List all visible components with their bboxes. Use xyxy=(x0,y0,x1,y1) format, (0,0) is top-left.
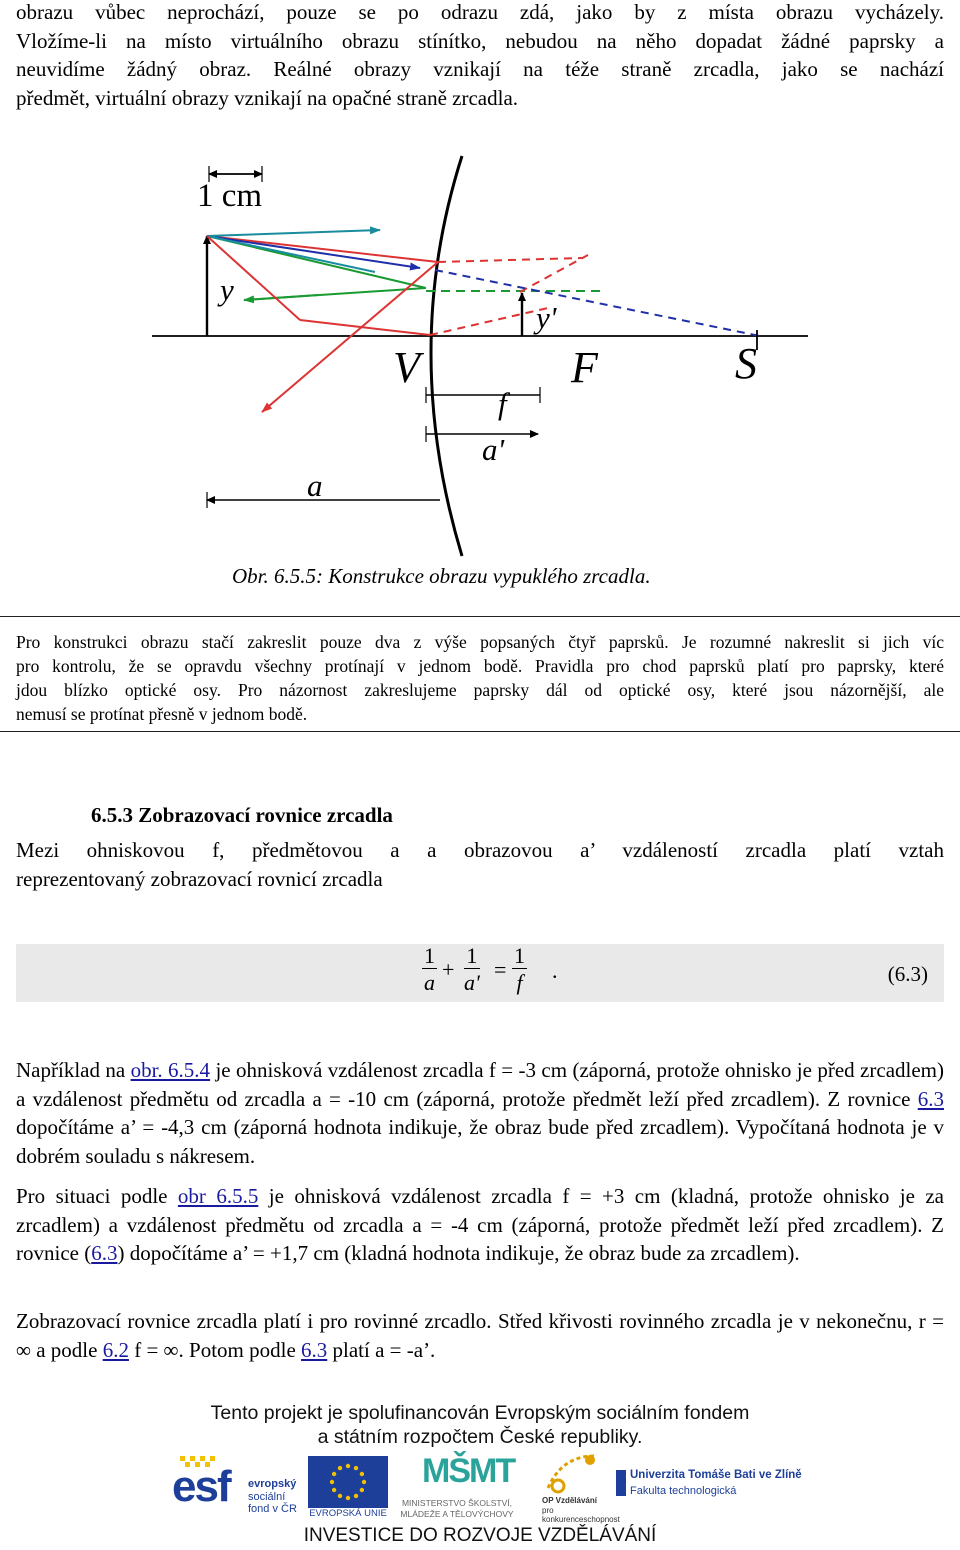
esf-logo xyxy=(172,1454,304,1520)
link-obr-6-5-4[interactable]: obr. 6.5.4 xyxy=(130,1058,211,1082)
ray-red-incident xyxy=(207,236,438,262)
label-vertex-V: V xyxy=(393,343,420,392)
esf-text-1: evropský xyxy=(248,1478,297,1490)
note-box xyxy=(16,630,944,726)
eu-star xyxy=(360,1472,364,1476)
equation-period: . xyxy=(552,958,558,983)
ray-red-v-virtual xyxy=(430,308,548,335)
note-line: pro kontrolu, že se opravdu všechny protínají v jednom bodě. Pravidla pro chod paprsků platí pro paprsky, které xyxy=(16,656,944,676)
eu-star xyxy=(354,1466,358,1470)
eu-star xyxy=(330,1480,334,1484)
op-text-1: OP Vzdělávání xyxy=(542,1496,597,1505)
ray-green-reflected-arrow xyxy=(244,295,318,300)
paragraph-example-1 xyxy=(16,1056,944,1170)
fraction-denominator: a' xyxy=(464,970,480,995)
ray-red-virtual-to-f xyxy=(520,255,588,292)
intro-line: předmět, virtuální obrazy vznikají na opačné straně zrcadla. xyxy=(16,85,519,110)
text-run: Pro situaci podle xyxy=(16,1184,178,1208)
label-a-prime: a' xyxy=(482,432,505,467)
label-a: a xyxy=(307,468,323,503)
text-run: platí a = -a’. xyxy=(327,1337,436,1362)
note-line: Pro konstrukci obrazu stačí zakreslit pouze dva z výše popsaných čtyř paprsků. Je rozumné nakreslit si jich víc xyxy=(16,632,944,652)
text-run: Zobrazovací rovnice zrcadla platí i pro rovinné zrcadlo. Střed křivosti rovinného zrcadla je v nekonečnu, r = ∞ a podle xyxy=(16,1309,944,1362)
equals-sign: = xyxy=(494,957,507,982)
figure-caption: Obr. 6.5.5: Konstrukce obrazu vypuklého zrcadla. xyxy=(232,564,651,588)
eu-star xyxy=(360,1488,364,1492)
section-intro-line: Mezi ohniskovou f, předmětovou a a obrazovou a’ vzdáleností zrcadla platí vztah xyxy=(16,838,944,862)
label-image-y-prime: y' xyxy=(536,300,557,335)
section-intro-line: reprezentovaný zobrazovací rovnicí zrcadla xyxy=(16,866,383,891)
footer-bottom-slogan: INVESTICE DO ROZVOJE VZDĚLÁVÁNÍ xyxy=(303,1525,657,1546)
link-eq-6-2[interactable]: 6.2 xyxy=(102,1337,129,1362)
op-text-2: pro konkurenceschopnost xyxy=(542,1506,620,1524)
fraction-denominator: f xyxy=(516,970,523,995)
divider-top xyxy=(0,616,960,617)
op-logo-icon xyxy=(542,1450,602,1494)
ray-red-virtual-upper xyxy=(438,258,582,262)
utb-logo xyxy=(616,1468,802,1502)
scale-label: 1 cm xyxy=(197,178,263,214)
ray-blue-virtual xyxy=(435,270,760,336)
eu-star xyxy=(338,1466,342,1470)
equation-number: (6.3) xyxy=(887,962,928,986)
note-line: nemusí se protínat přesně v jednom bodě. xyxy=(16,704,308,724)
label-center-S: S xyxy=(735,339,757,388)
plus-sign: + xyxy=(442,957,455,982)
link-eq-6-3[interactable]: 6.3 xyxy=(301,1337,328,1362)
utb-text-1: Univerzita Tomáše Bati ve Zlíně xyxy=(630,1469,802,1481)
fraction-numerator: 1 xyxy=(464,944,480,969)
divider-bottom xyxy=(0,731,960,732)
msmt-text-1: MINISTERSTVO ŠKOLSTVÍ, xyxy=(401,1498,513,1508)
eu-label: EVROPSKÁ UNIE xyxy=(309,1508,387,1519)
ray-blue-incident xyxy=(207,236,420,268)
section-heading: 6.5.3 Zobrazovací rovnice zrcadla xyxy=(91,803,393,827)
utb-emblem-icon xyxy=(616,1470,626,1496)
eu-star xyxy=(332,1488,336,1492)
fraction-1-over-a-prime xyxy=(464,944,480,997)
eu-star xyxy=(362,1480,366,1484)
ray-teal-incident xyxy=(207,230,380,236)
equation-band xyxy=(16,944,944,1002)
intro-line: Vložíme-li na místo virtuálního obrazu stínítko, nebudou na něho dopadat žádné paprsky a xyxy=(16,28,944,53)
op-logo xyxy=(542,1450,620,1524)
label-f: f xyxy=(498,386,507,421)
eu-star xyxy=(338,1494,342,1498)
link-eq-6-3[interactable]: 6.3 xyxy=(917,1086,944,1111)
text-run: dopočítáme a’ = -4,3 cm (záporná hodnota indikuje, že obraz bude před zrcadlem). Vypočítaná hodnota je v dobrém souladu s nákresem. xyxy=(16,1115,944,1168)
eu-star xyxy=(332,1472,336,1476)
text-run: je ohnisková vzdálenost zrcadla f = +3 cm (kladná, protože ohnisko je za zrcadlem) a vzdálenost předmětu od zrcadla a = -4 cm (záporná, protože předmět leží před zrcadlem). Z rovnice ( xyxy=(16,1184,944,1265)
intro-line: neuvidíme žádný obraz. Reálné obrazy vznikají na téže straně zrcadla, jako se nachází xyxy=(16,57,944,81)
label-object-y: y xyxy=(220,272,234,307)
esf-text-2: sociální xyxy=(248,1491,286,1503)
paragraph-example-2 xyxy=(16,1182,944,1268)
text-run: f = ∞. Potom podle xyxy=(128,1337,302,1362)
footer-funding-line-2: a státním rozpočtem České republiky. xyxy=(317,1426,643,1448)
section-intro xyxy=(16,836,944,893)
link-obr-6-5-5[interactable]: obr 6.5.5 xyxy=(177,1184,259,1208)
msmt-text-2: MLÁDEŽE A TĚLOVÝCHOVY xyxy=(400,1509,514,1519)
eu-star xyxy=(346,1496,350,1500)
text-run: ) dopočítáme a’ = +1,7 cm (kladná hodnota indikuje, že obraz bude za zrcadlem). xyxy=(117,1241,800,1265)
label-focus-F: F xyxy=(571,343,598,392)
footer-funding-line-1: Tento projekt je spolufinancován Evropským sociálním fondem xyxy=(210,1402,750,1424)
eu-star xyxy=(346,1464,350,1468)
msmt-logo xyxy=(392,1452,522,1524)
convex-mirror xyxy=(431,156,462,556)
utb-text-2: Fakulta technologická xyxy=(630,1485,737,1497)
eu-logo xyxy=(308,1456,388,1520)
link-eq-6-3[interactable]: 6.3 xyxy=(91,1241,118,1265)
msmt-mark: MŠMT xyxy=(422,1452,515,1490)
eu-flag-icon xyxy=(308,1456,388,1508)
esf-mark: esf xyxy=(172,1462,230,1511)
paragraph-plane-mirror xyxy=(16,1307,944,1364)
fraction-1-over-f xyxy=(512,944,527,997)
fraction-numerator: 1 xyxy=(424,943,435,968)
intro-line: obrazu vůbec neprochází, pouze se po odrazu zdá, jako by z místa obrazu vycházely. xyxy=(16,0,944,24)
note-line: jdou blízko optické osy. Pro názornost zakreslujeme paprsky dál od optické osy, které jsou názornější, ale xyxy=(16,680,944,700)
text-run: je ohnisková vzdálenost zrcadla f = -3 cm (záporná, protože ohnisko je před zrcadlem) a vzdálenost předmětu od zrcadla a = -10 cm (záporná, protože předmět leží před zrcadlem). Z rovnice xyxy=(16,1058,944,1111)
ray-teal-reflected xyxy=(207,236,375,272)
fraction-numerator: 1 xyxy=(514,943,525,968)
eu-star xyxy=(354,1494,358,1498)
ray-red-to-v-end xyxy=(300,320,430,335)
intro-paragraph xyxy=(16,0,944,112)
text-run: Například na xyxy=(16,1058,131,1082)
fraction-denominator: a xyxy=(424,970,435,995)
esf-text-3: fond v ČR xyxy=(248,1503,297,1515)
convex-mirror-diagram xyxy=(0,150,960,570)
fraction-1-over-a xyxy=(422,944,437,997)
